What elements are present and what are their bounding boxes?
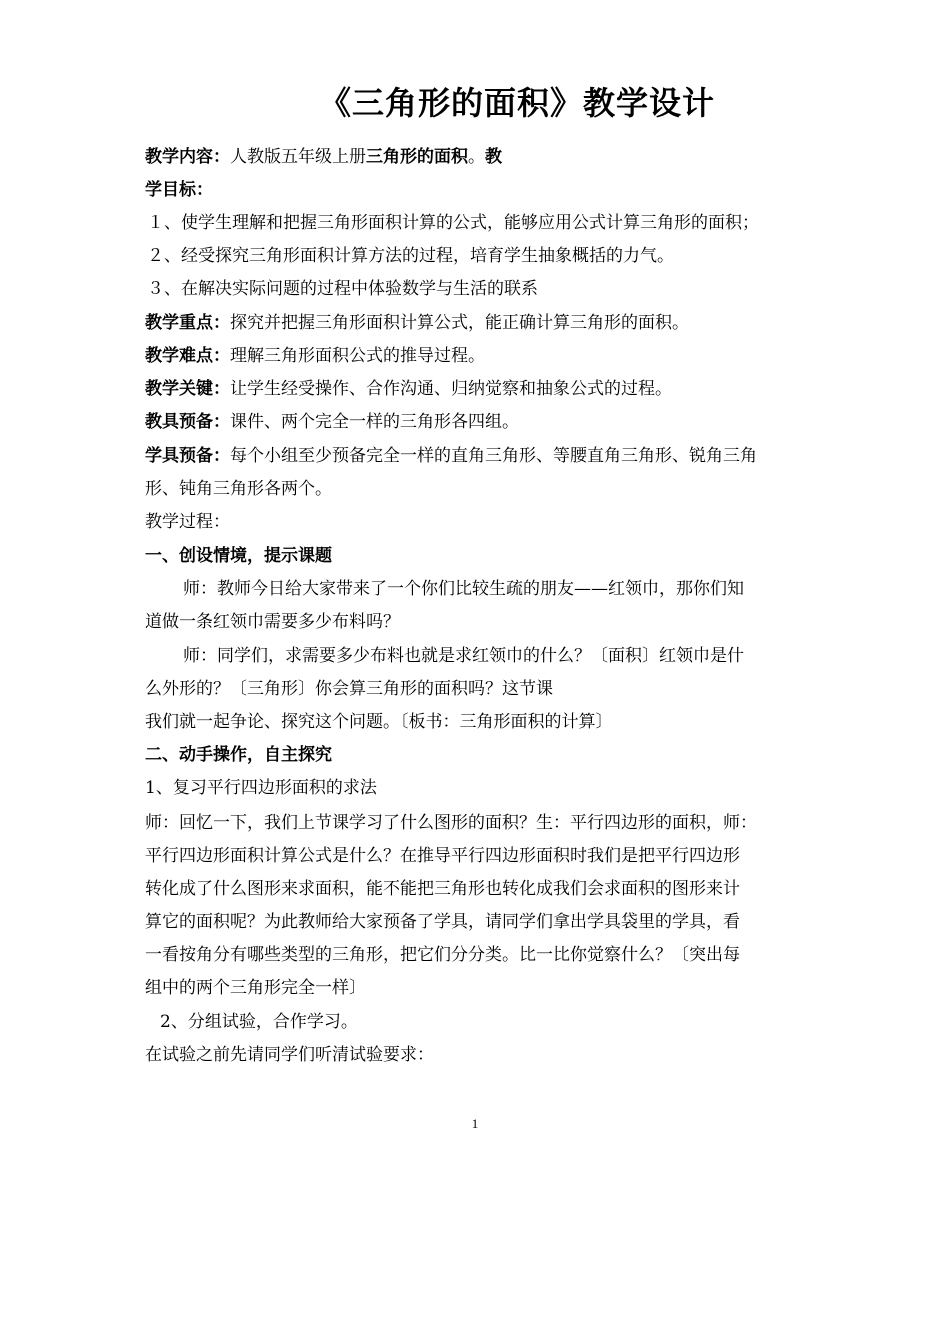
section-2-heading: 二、动手操作，自主探究 xyxy=(145,745,332,765)
process-label: 教学过程： xyxy=(145,512,230,532)
section-1-para-1-line-1: 师：教师今日给大家带来了一个你们比较生疏的朋友——红领巾，那你们知 xyxy=(183,579,744,599)
difficulty-line xyxy=(145,345,825,367)
teacher-tools-label: 教具预备： xyxy=(145,412,230,432)
section-2-para-line-6: 组中的两个三角形完全一样〕 xyxy=(145,978,366,998)
key-point-line xyxy=(145,312,825,334)
section-2-para-line-5: 一看按角分有哪些类型的三角形，把它们分分类。比一比你觉察什么？〔突出每 xyxy=(145,945,740,965)
teaching-content-bold: 三角形的面积 xyxy=(366,147,468,167)
student-tools-label: 学具预备： xyxy=(145,446,230,466)
section-2-sub-2: 2、分组试验，合作学习。 xyxy=(160,1012,358,1032)
section-2-para-line-3: 转化成了什么图形来求面积，能不能把三角形也转化成我们会求面积的图形来计 xyxy=(145,879,740,899)
key-point-label: 教学重点： xyxy=(145,313,230,333)
student-tools-line-2: 形、钝角三角形各两个。 xyxy=(145,479,332,499)
key-point-text: 探究并把握三角形面积计算公式，能正确计算三角形的面积。 xyxy=(230,313,689,333)
objectives-label: 学目标： xyxy=(145,180,213,200)
student-tools-line xyxy=(145,445,825,467)
student-tools-text: 每个小组至少预备完全一样的直角三角形、等腰直角三角形、锐角三角 xyxy=(230,446,757,466)
teaching-content-text: 人教版五年级上册 xyxy=(230,147,366,167)
objective-item-2: ２、经受探究三角形面积计算方法的过程，培育学生抽象概括的力气。 xyxy=(147,246,674,266)
teacher-tools-text: 课件、两个完全一样的三角形各四组。 xyxy=(230,412,519,432)
section-2-para-line-4: 算它的面积呢？为此教师给大家预备了学具，请同学们拿出学具袋里的学具，看 xyxy=(145,912,740,932)
section-2-last-line: 在试验之前先请同学们听清试验要求： xyxy=(145,1045,434,1065)
section-2-para-line-1: 师：回忆一下，我们上节课学习了什么图形的面积？生：平行四边形的面积，师： xyxy=(145,813,757,833)
section-1-para-2-line-1: 师：同学们，求需要多少布料也就是求红领巾的什么？〔面积〕红领巾是什 xyxy=(183,646,744,666)
teaching-content-tail: 教 xyxy=(485,147,502,167)
section-2-sub-1: 1、复习平行四边形面积的求法 xyxy=(145,778,377,798)
key-label: 教学关键： xyxy=(145,379,230,399)
objective-item-1: １、使学生理解和把握三角形面积计算的公式，能够应用公式计算三角形的面积； xyxy=(147,213,759,233)
teaching-content-line xyxy=(145,146,825,168)
objective-item-3: ３、在解决实际问题的过程中体验数学与生活的联系 xyxy=(147,279,538,299)
key-line xyxy=(145,378,825,400)
page-number: 1 xyxy=(471,1116,479,1131)
section-1-heading: 一、创设情境，提示课题 xyxy=(145,546,332,566)
section-2-para-line-2: 平行四边形面积计算公式是什么？在推导平行四边形面积时我们是把平行四边形 xyxy=(145,846,740,866)
difficulty-text: 理解三角形面积公式的推导过程。 xyxy=(230,346,485,366)
teacher-tools-line xyxy=(145,411,825,433)
section-1-para-2-line-2: 么外形的？〔三角形〕你会算三角形的面积吗？这节课 xyxy=(145,679,553,699)
key-text: 让学生经受操作、合作沟通、归纳觉察和抽象公式的过程。 xyxy=(230,379,672,399)
teaching-content-period: 。 xyxy=(468,147,485,167)
teaching-content-label: 教学内容： xyxy=(145,147,230,167)
document-title: 《三角形的面积》教学设计 xyxy=(318,84,715,122)
section-1-para-2-line-3: 我们就一起争论、探究这个问题。〔板书：三角形面积的计算〕 xyxy=(145,712,613,732)
difficulty-label: 教学难点： xyxy=(145,346,230,366)
section-1-para-1-line-2: 道做一条红领巾需要多少布料吗？ xyxy=(145,612,400,632)
